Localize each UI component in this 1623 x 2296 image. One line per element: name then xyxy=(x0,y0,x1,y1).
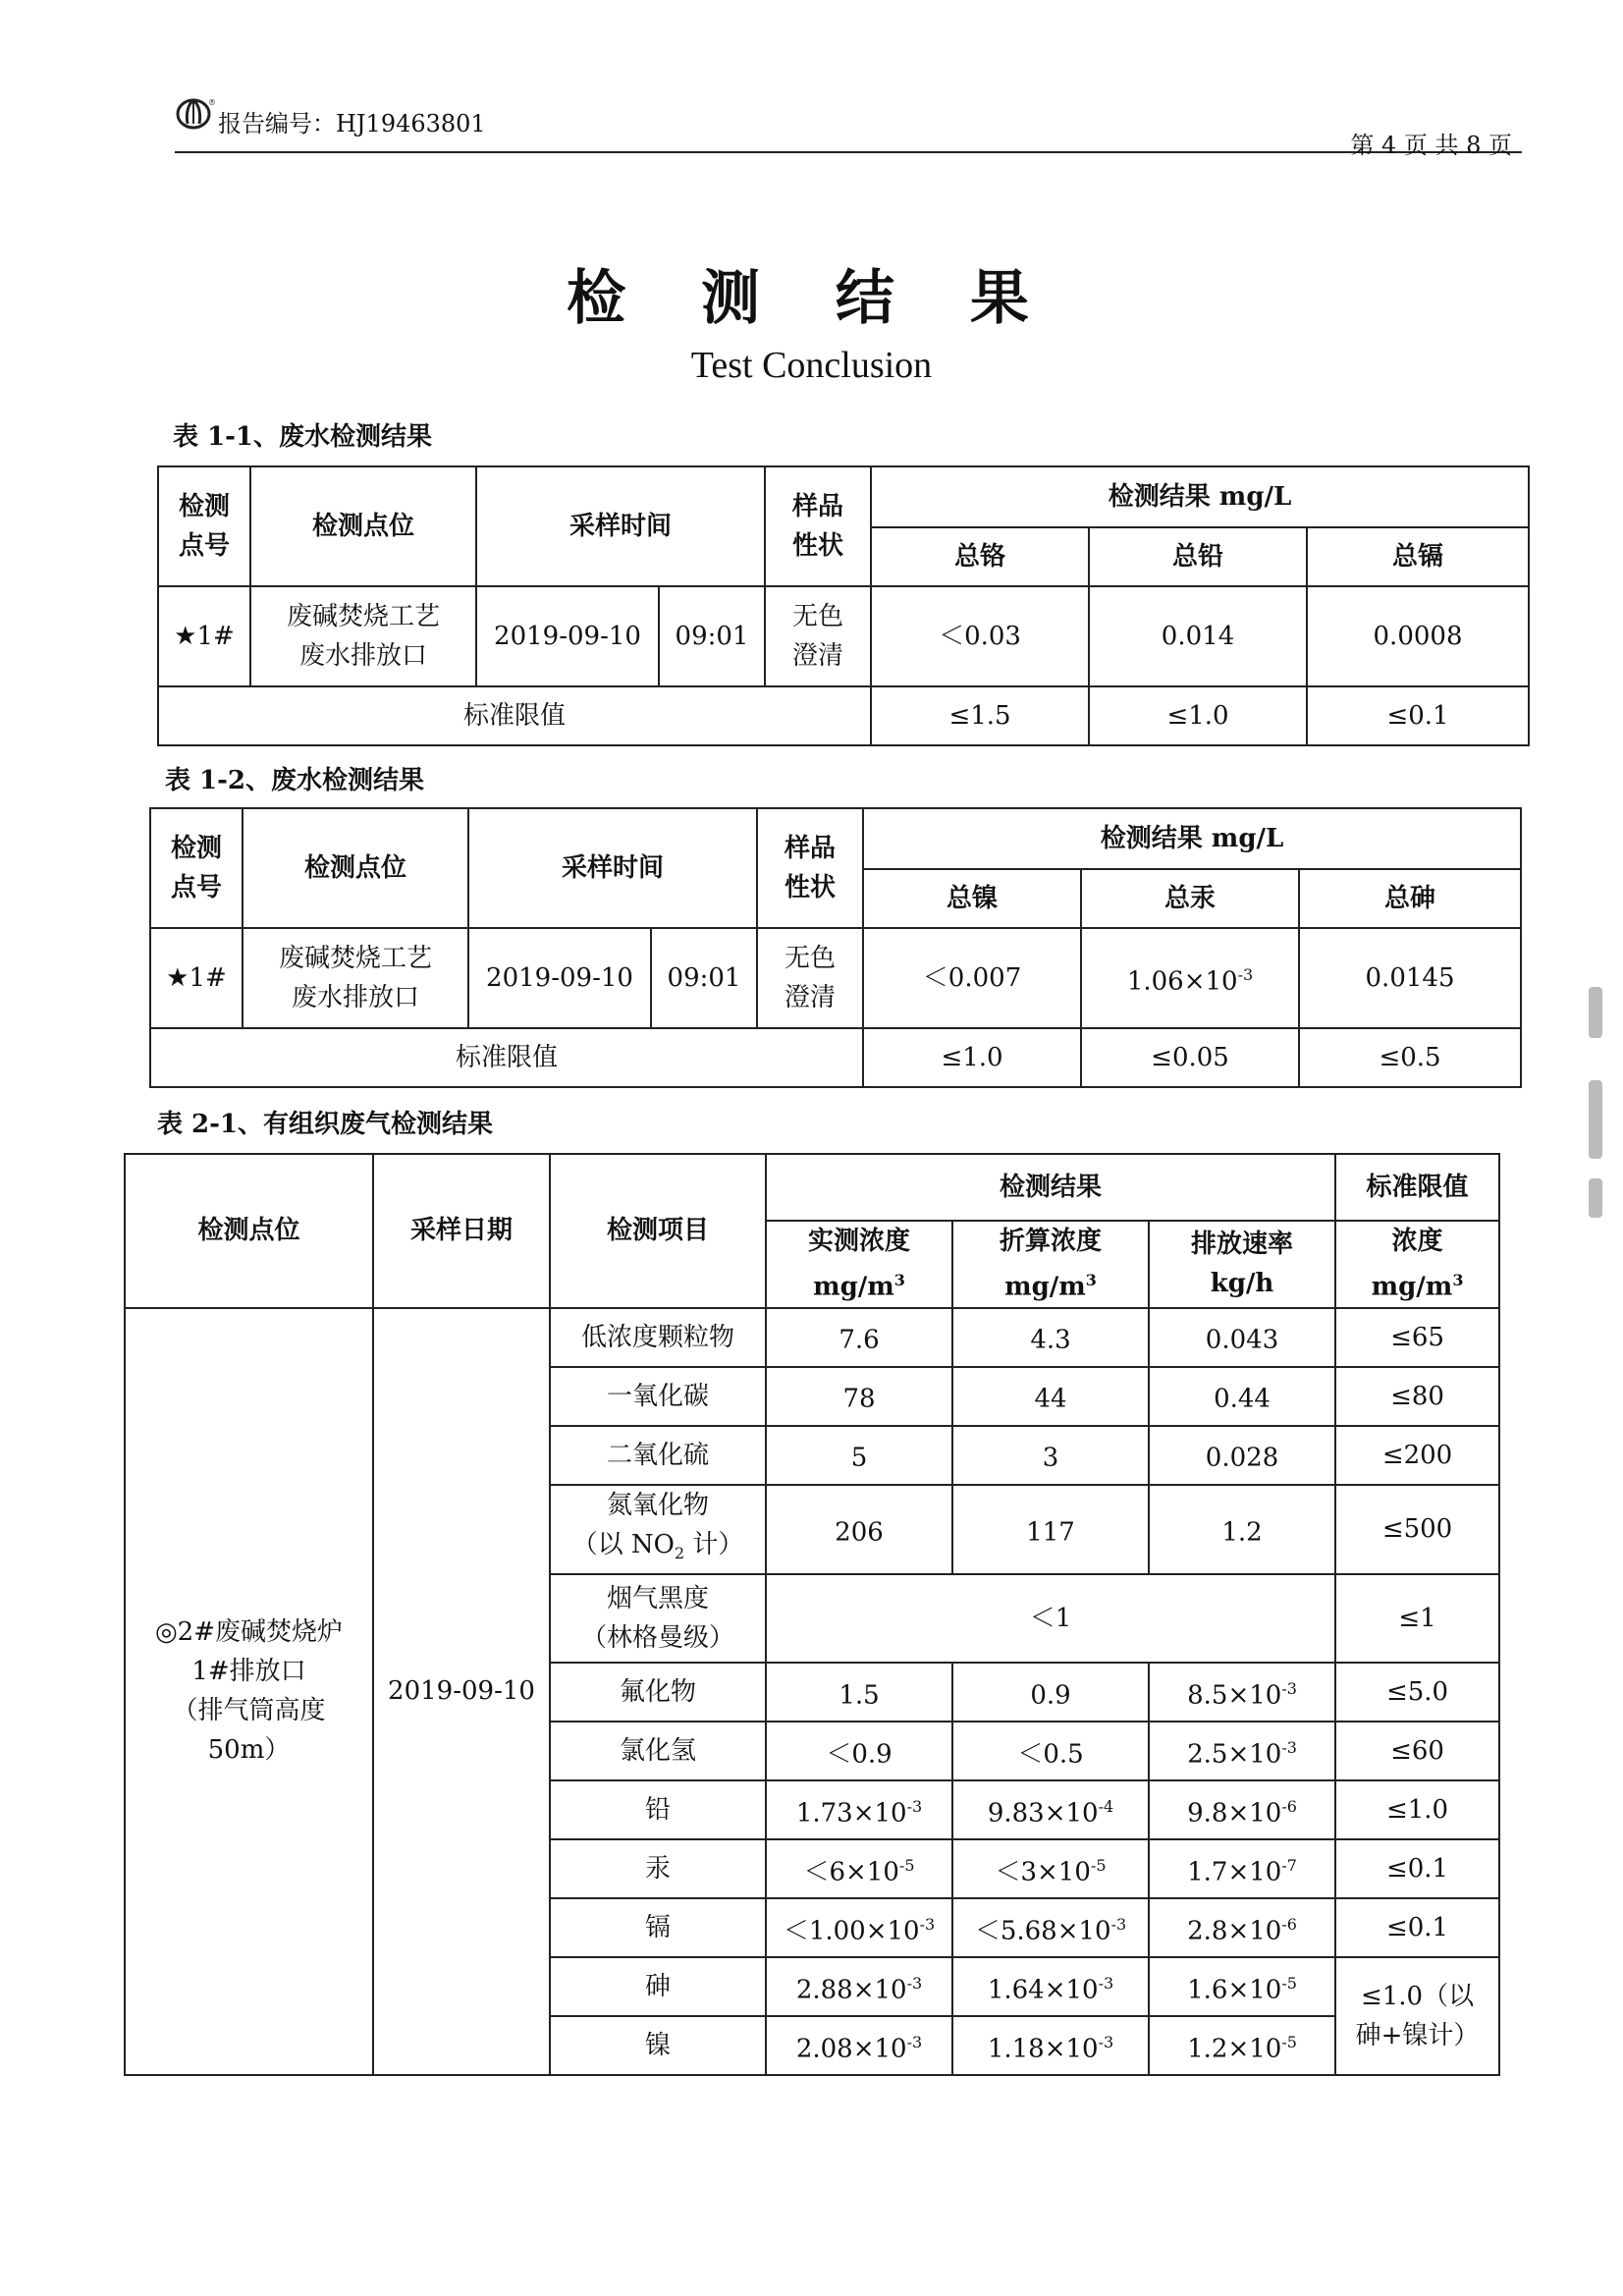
report-number: 报告编号：HJ19463801 xyxy=(218,110,486,137)
value-cell: ＜0.9 xyxy=(766,1722,952,1780)
value-cell: 0.028 xyxy=(1149,1426,1335,1485)
limit-cell: ≤500 xyxy=(1335,1485,1499,1574)
scan-artifact xyxy=(1589,1178,1602,1218)
limit-label: 标准限值 xyxy=(158,686,871,745)
item-cell: 氟化物 xyxy=(550,1663,766,1722)
table2-caption: 表 1-2、废水检测结果 xyxy=(165,766,425,795)
value-cell: 7.6 xyxy=(766,1308,952,1367)
scan-artifact xyxy=(1589,1080,1602,1159)
limit-cell: ≤0.1 xyxy=(1335,1839,1499,1898)
item-cell: 铅 xyxy=(550,1780,766,1839)
value-cell: $1.64\times 10^{-3}$ xyxy=(952,1957,1149,2016)
value-cell: 78 xyxy=(766,1367,952,1426)
table2-wastewater xyxy=(149,807,1522,1088)
value-cell: $1.7\times 10^{-7}$ xyxy=(1149,1839,1335,1898)
limit-cell: ≤1.0 xyxy=(863,1028,1081,1087)
value-cell: $2.88\times 10^{-3}$ xyxy=(766,1957,952,2016)
value-cell: 206 xyxy=(766,1485,952,1574)
page-subtitle: Test Conclusion xyxy=(690,345,933,386)
sample-state-cell: 无色 澄清 xyxy=(757,928,863,1028)
param-total-lead: 总铅 xyxy=(1089,527,1307,586)
value-cell: 44 xyxy=(952,1367,1149,1426)
location-cell: 废碱焚烧工艺 废水排放口 xyxy=(250,586,476,686)
location-cell: ◎2#废碱焚烧炉 1#排放口 （排气筒高度 50m） xyxy=(125,1308,373,2075)
item-cell: 汞 xyxy=(550,1839,766,1898)
item-cell: 烟气黑度 （林格曼级） xyxy=(550,1574,766,1663)
value-cell: ＜0.03 xyxy=(871,586,1089,686)
col-sample-state: 样品 性状 xyxy=(757,808,863,928)
value-cell: 0.014 xyxy=(1089,586,1307,686)
col-result: 检测结果 mg/L xyxy=(863,808,1521,869)
svg-text:®: ® xyxy=(208,98,216,107)
limit-label: 标准限值 xyxy=(150,1028,863,1087)
col-limit-conc: 浓度 $mg/m^3$ xyxy=(1335,1221,1499,1308)
limit-cell: ≤1.0 xyxy=(1335,1780,1499,1839)
date-cell: 2019-09-10 xyxy=(476,586,659,686)
col-location: 检测点位 xyxy=(243,808,468,928)
col-point-no: 检测 点号 xyxy=(158,466,250,586)
value-cell: 0.043 xyxy=(1149,1308,1335,1367)
table3-exhaust-gas xyxy=(124,1153,1500,2076)
page-title: 检 测 结 果 xyxy=(567,264,1056,333)
item-cell: 镍 xyxy=(550,2016,766,2075)
value-cell: $<3\times 10^{-5}$ xyxy=(952,1839,1149,1898)
item-cell: 氯化氢 xyxy=(550,1722,766,1780)
param-total-cadmium: 总镉 xyxy=(1307,527,1529,586)
limit-cell: ≤0.05 xyxy=(1081,1028,1299,1087)
table3-caption: 表 2-1、有组织废气检测结果 xyxy=(157,1110,494,1139)
value-cell: 3 xyxy=(952,1426,1149,1485)
col-sampling-date: 采样日期 xyxy=(373,1154,550,1308)
item-cell: 镉 xyxy=(550,1898,766,1957)
col-sample-state: 样品 性状 xyxy=(765,466,871,586)
value-cell: 5 xyxy=(766,1426,952,1485)
value-cell: ＜0.5 xyxy=(952,1722,1149,1780)
value-cell: $1.2\times 10^{-5}$ xyxy=(1149,2016,1335,2075)
company-logo-icon xyxy=(175,96,216,130)
limit-cell: ≤1.5 xyxy=(871,686,1089,745)
col-test-item: 检测项目 xyxy=(550,1154,766,1308)
value-cell: $1.73\times 10^{-3}$ xyxy=(766,1780,952,1839)
value-cell: ＜0.007 xyxy=(863,928,1081,1028)
location-cell: 废碱焚烧工艺 废水排放口 xyxy=(243,928,468,1028)
item-cell: 一氧化碳 xyxy=(550,1367,766,1426)
value-cell: $<5.68\times 10^{-3}$ xyxy=(952,1898,1149,1957)
value-cell: 1.2 xyxy=(1149,1485,1335,1574)
col-location: 检测点位 xyxy=(125,1154,373,1308)
scan-artifact xyxy=(1589,987,1602,1038)
limit-cell: ≤0.5 xyxy=(1299,1028,1521,1087)
limit-cell: ≤1 xyxy=(1335,1574,1499,1663)
col-measured-conc: 实测浓度 $mg/m^3$ xyxy=(766,1221,952,1308)
item-cell: 砷 xyxy=(550,1957,766,2016)
col-converted-conc: 折算浓度 $mg/m^3$ xyxy=(952,1221,1149,1308)
item-cell: 二氧化硫 xyxy=(550,1426,766,1485)
value-cell: 0.0145 xyxy=(1299,928,1521,1028)
limit-cell: ≤0.1 xyxy=(1335,1898,1499,1957)
value-cell: 4.3 xyxy=(952,1308,1149,1367)
col-sampling-time: 采样时间 xyxy=(476,466,765,586)
sample-state-cell: 无色 澄清 xyxy=(765,586,871,686)
col-result: 检测结果 mg/L xyxy=(871,466,1529,527)
value-cell: $<6\times 10^{-5}$ xyxy=(766,1839,952,1898)
value-cell: 0.44 xyxy=(1149,1367,1335,1426)
point-id: ★1# xyxy=(158,586,250,686)
date-cell: 2019-09-10 xyxy=(373,1308,550,2075)
value-cell: ＜1 xyxy=(766,1574,1335,1663)
value-cell: 117 xyxy=(952,1485,1149,1574)
param-total-nickel: 总镍 xyxy=(863,869,1081,928)
value-cell: $1.18\times 10^{-3}$ xyxy=(952,2016,1149,2075)
col-location: 检测点位 xyxy=(250,466,476,586)
col-point-no: 检测 点号 xyxy=(150,808,243,928)
col-standard-limit: 标准限值 xyxy=(1335,1154,1499,1221)
col-sampling-time: 采样时间 xyxy=(468,808,757,928)
value-cell: 0.9 xyxy=(952,1663,1149,1722)
limit-cell: ≤5.0 xyxy=(1335,1663,1499,1722)
time-cell: 09:01 xyxy=(659,586,765,686)
value-cell: $2.8\times 10^{-6}$ xyxy=(1149,1898,1335,1957)
value-cell: 0.0008 xyxy=(1307,586,1529,686)
table1-wastewater xyxy=(157,465,1530,746)
page-number: 第 4 页 共 8 页 xyxy=(1350,132,1512,159)
col-emission-rate: 排放速率 kg/h xyxy=(1149,1221,1335,1308)
limit-cell: ≤80 xyxy=(1335,1367,1499,1426)
value-cell: 1.5 xyxy=(766,1663,952,1722)
value-cell: $<1.00\times 10^{-3}$ xyxy=(766,1898,952,1957)
value-cell: $9.8\times 10^{-6}$ xyxy=(1149,1780,1335,1839)
date-cell: 2019-09-10 xyxy=(468,928,651,1028)
limit-cell: ≤0.1 xyxy=(1307,686,1529,745)
param-total-chromium: 总铬 xyxy=(871,527,1089,586)
point-id: ★1# xyxy=(150,928,243,1028)
param-total-mercury: 总汞 xyxy=(1081,869,1299,928)
value-cell: $2.5\times 10^{-3}$ xyxy=(1149,1722,1335,1780)
time-cell: 09:01 xyxy=(651,928,757,1028)
limit-cell: ≤1.0 xyxy=(1089,686,1307,745)
param-total-arsenic: 总砷 xyxy=(1299,869,1521,928)
page-header xyxy=(175,90,1522,159)
value-cell: $9.83\times 10^{-4}$ xyxy=(952,1780,1149,1839)
value-cell: $1.06\times 10^{-3}$ xyxy=(1081,928,1299,1028)
item-cell: 氮氧化物 （以 $NO_2$ 计） xyxy=(550,1485,766,1574)
col-result: 检测结果 xyxy=(766,1154,1335,1221)
value-cell: $2.08\times 10^{-3}$ xyxy=(766,2016,952,2075)
value-cell: $1.6\times 10^{-5}$ xyxy=(1149,1957,1335,2016)
limit-cell: ≤65 xyxy=(1335,1308,1499,1367)
limit-cell: ≤200 xyxy=(1335,1426,1499,1485)
limit-cell: ≤60 xyxy=(1335,1722,1499,1780)
value-cell: $8.5\times 10^{-3}$ xyxy=(1149,1663,1335,1722)
table1-caption: 表 1-1、废水检测结果 xyxy=(173,422,433,452)
limit-cell: ≤1.0（以 砷+镍计） xyxy=(1335,1957,1499,2075)
item-cell: 低浓度颗粒物 xyxy=(550,1308,766,1367)
